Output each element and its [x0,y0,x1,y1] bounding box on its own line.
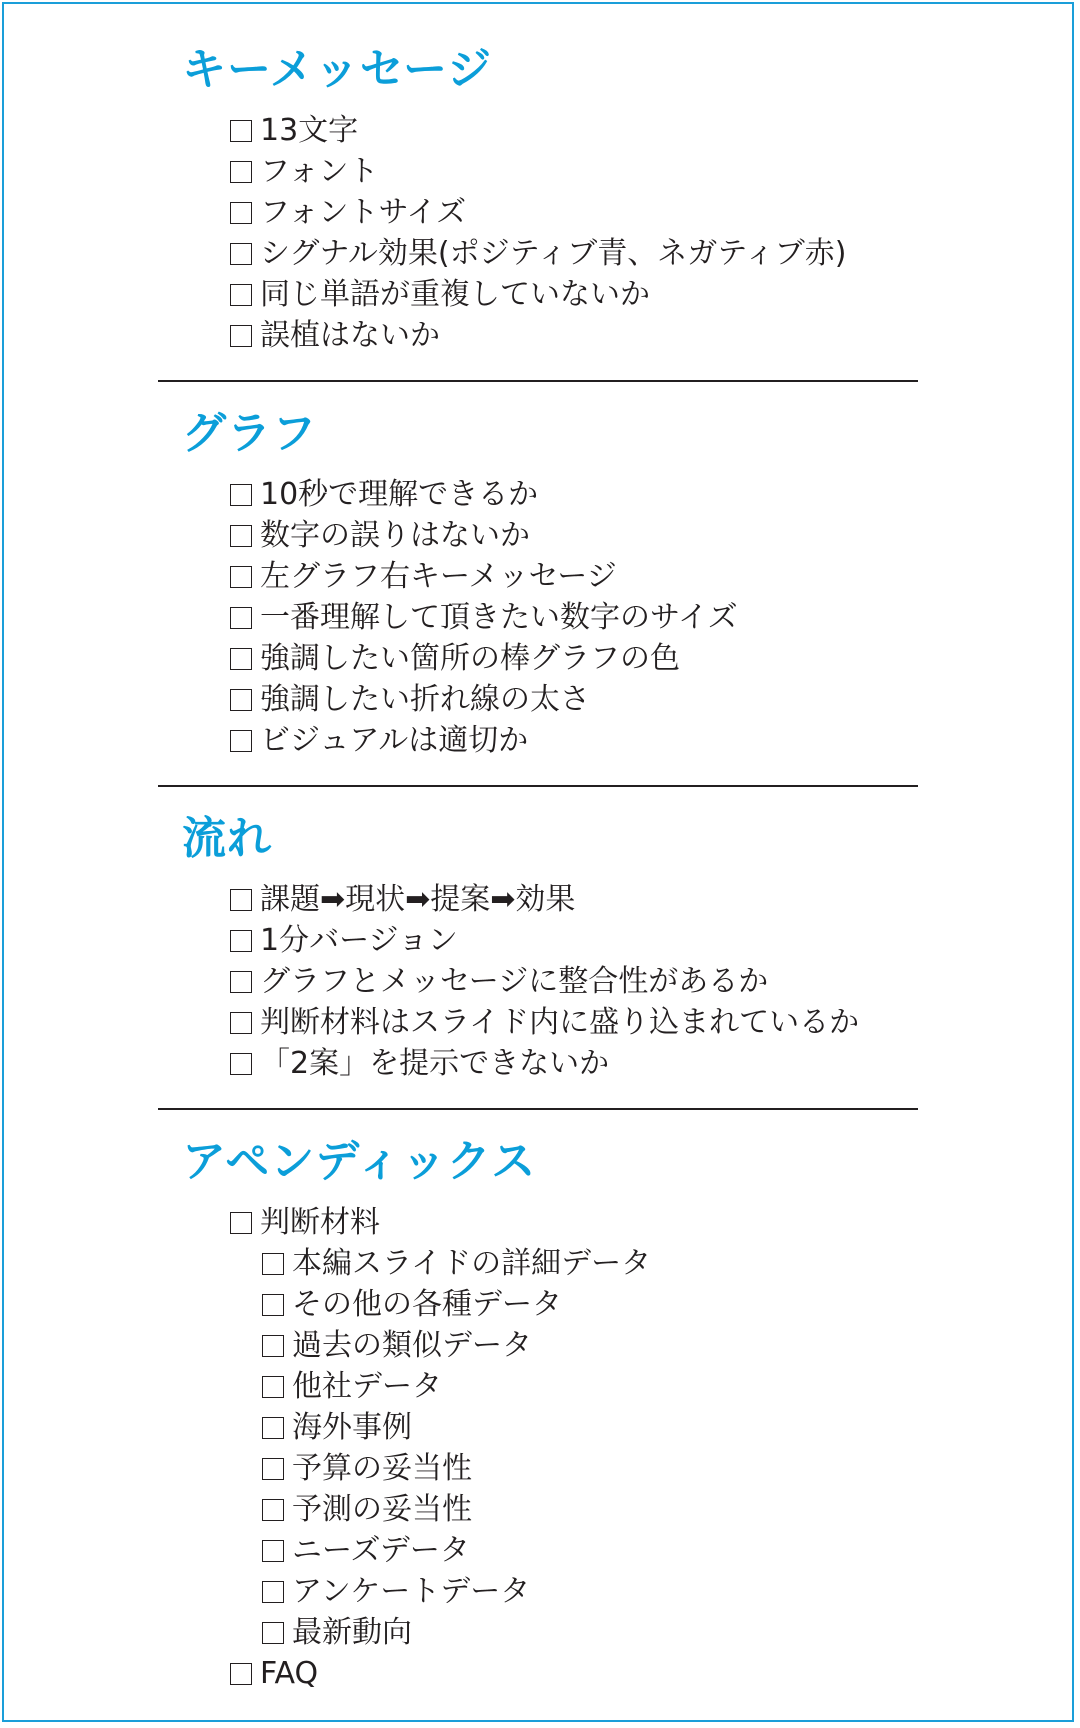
checkbox[interactable] [262,1294,284,1316]
checkbox[interactable] [230,202,252,224]
checkbox[interactable] [230,648,252,670]
item-label: ビジュアルは適切か [260,723,529,758]
checkbox[interactable] [262,1581,284,1603]
section-divider [158,1108,918,1110]
checklist-item[interactable] [230,879,918,920]
checklist-item[interactable] [230,1202,918,1243]
checkbox[interactable] [230,1053,252,1075]
item-label: 強調したい箇所の棒グラフの色 [260,641,680,676]
checklist-subitem[interactable] [262,1366,918,1407]
section-title: 流れ [182,813,272,864]
item-label: 過去の類似データ [292,1328,532,1363]
section-divider [158,785,918,787]
checkbox[interactable] [230,243,252,265]
checklist-item[interactable] [230,720,918,761]
item-label: 強調したい折れ線の太さ [260,682,590,717]
item-list [230,1202,918,1694]
section-title: グラフ [182,408,317,459]
checkbox[interactable] [262,1622,284,1644]
checklist-item[interactable] [230,515,918,556]
checklist-item[interactable] [230,1653,918,1694]
item-label: 誤植はないか [260,318,440,353]
checkbox[interactable] [230,971,252,993]
item-label: 判断材料 [260,1205,380,1240]
item-label: 同じ単語が重複していないか [260,277,650,312]
checklist-item[interactable] [230,151,918,192]
checklist-subitem[interactable] [262,1325,918,1366]
item-label: 10秒で理解できるか [260,477,539,512]
checklist-item[interactable] [230,110,918,151]
checklist-item[interactable] [230,920,918,961]
item-label: 課題➡現状➡提案➡効果 [260,882,576,917]
checklist-subitem[interactable] [262,1530,918,1571]
checkbox[interactable] [230,120,252,142]
checkbox[interactable] [230,1012,252,1034]
checklist-item[interactable] [230,597,918,638]
checklist-subitem[interactable] [262,1407,918,1448]
checklist-item[interactable] [230,961,918,1002]
checkbox[interactable] [230,566,252,588]
item-label: 判断材料はスライド内に盛り込まれているか [260,1005,860,1040]
item-label: 本編スライドの詳細データ [292,1246,652,1281]
checkbox[interactable] [262,1335,284,1357]
item-label: フォント [260,154,379,189]
checkbox[interactable] [262,1417,284,1439]
item-label: 一番理解して頂きたい数字のサイズ [260,600,738,635]
checklist-subitem[interactable] [262,1243,918,1284]
section-appendix [158,1134,918,1694]
checkbox[interactable] [230,484,252,506]
checkbox[interactable] [230,325,252,347]
item-label: 「2案」を提示できないか [260,1046,610,1081]
item-list [230,474,918,761]
checklist-subitem[interactable] [262,1284,918,1325]
item-list [230,879,918,1084]
checkbox[interactable] [262,1499,284,1521]
checklist-item[interactable] [230,638,918,679]
section-key-message [158,42,918,356]
checkbox[interactable] [230,161,252,183]
item-label: 数字の誤りはないか [260,518,530,553]
item-label: 最新動向 [292,1615,412,1650]
checklist-item[interactable] [230,274,918,315]
checkbox[interactable] [230,1663,252,1685]
item-label: 左グラフ右キーメッセージ [260,559,617,594]
checkbox[interactable] [262,1458,284,1480]
item-label: シグナル効果(ポジティブ青、ネガティブ赤) [260,236,847,271]
checklist-subitem[interactable] [262,1571,918,1612]
section-divider [158,380,918,382]
item-label: 予測の妥当性 [292,1492,472,1527]
item-label: その他の各種データ [292,1287,562,1322]
item-label: 1分バージョン [260,923,458,958]
item-label: 予算の妥当性 [292,1451,472,1486]
checklist-item[interactable] [230,1043,918,1084]
checkbox[interactable] [230,730,252,752]
section-title: アペンディックス [182,1136,537,1187]
checkbox[interactable] [230,689,252,711]
checkbox[interactable] [230,607,252,629]
checklist-item[interactable] [230,474,918,515]
checklist-item[interactable] [230,1002,918,1043]
item-list [230,110,918,356]
checkbox[interactable] [230,930,252,952]
item-label: 他社データ [292,1369,442,1404]
checklist-item[interactable] [230,679,918,720]
item-label: フォントサイズ [260,195,467,230]
checklist-subitem[interactable] [262,1448,918,1489]
section-graph [158,406,918,761]
section-flow [158,811,918,1084]
checkbox[interactable] [230,889,252,911]
checkbox[interactable] [262,1376,284,1398]
checklist-item[interactable] [230,192,918,233]
item-label: 海外事例 [292,1410,412,1445]
checkbox[interactable] [230,1212,252,1234]
section-title: キーメッセージ [182,44,493,95]
checkbox[interactable] [262,1253,284,1275]
checklist-item[interactable] [230,233,918,274]
checklist-subitem[interactable] [262,1489,918,1530]
checklist-item[interactable] [230,315,918,356]
checkbox[interactable] [230,284,252,306]
item-label: ニーズデータ [292,1533,470,1568]
checkbox[interactable] [230,525,252,547]
checkbox[interactable] [262,1540,284,1562]
checklist-subitem[interactable] [262,1612,918,1653]
checklist [158,42,918,1694]
item-label: FAQ [260,1656,319,1691]
item-label: グラフとメッセージに整合性があるか [260,964,769,999]
item-label: アンケートデータ [292,1574,531,1609]
item-label: 13文字 [260,113,359,148]
checklist-item[interactable] [230,556,918,597]
